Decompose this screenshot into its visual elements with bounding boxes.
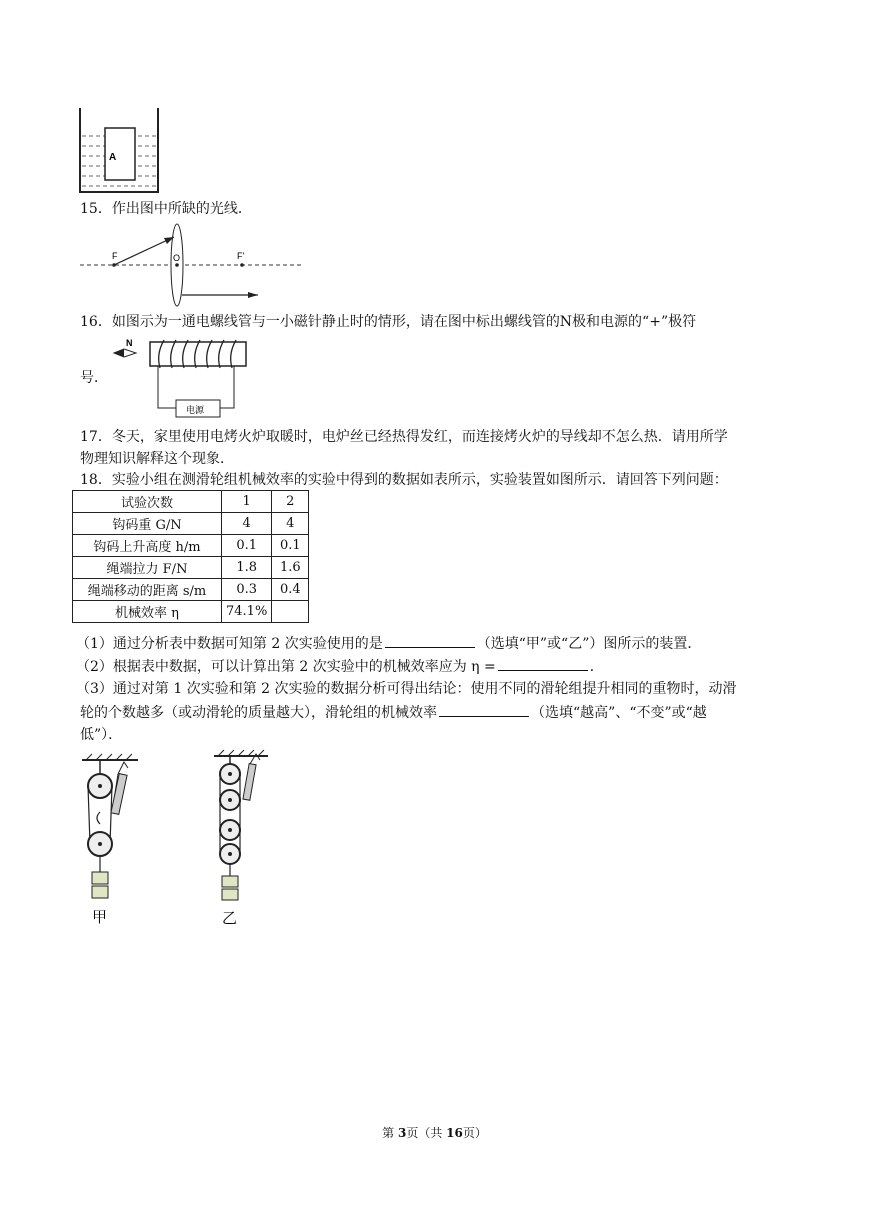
lens-figure [78, 222, 308, 308]
table-cell: 钩码重 G/N [73, 513, 222, 535]
q18-sub1-prefix: （1）通过分析表中数据可知第 2 次实验使用的是 [76, 636, 383, 652]
footer-page-number: 3 [397, 1126, 407, 1140]
footer-total-pages: 16 [446, 1126, 463, 1140]
table-header-cell: 试验次数 [73, 491, 222, 513]
footer-middle: 页（共 [406, 1126, 447, 1140]
fig-jia-label: 甲 [92, 908, 108, 926]
efficiency-table [72, 490, 309, 623]
table-row [73, 579, 309, 601]
focus-left-label: F [112, 251, 118, 261]
answer-blank-2[interactable] [498, 656, 588, 671]
q16-text-line1: 16．如图示为一通电螺线管与一小磁针静止时的情形，请在图中标出螺线管的N极和电源的“+”极符 [80, 314, 697, 330]
q18-sub3-line2 [80, 702, 707, 723]
pulley-figure-yi [210, 748, 282, 928]
q15-text: 15．作出图中所缺的光线． [80, 201, 252, 217]
table-cell: 4 [272, 513, 309, 535]
q18-sub1-suffix: （选填“甲”或“乙”）图所示的装置． [476, 636, 702, 652]
table-cell: 机械效率 η [73, 601, 222, 623]
table-cell: 1.8 [222, 557, 272, 579]
footer-suffix: 页） [462, 1126, 487, 1140]
table-row [73, 557, 309, 579]
answer-blank-1[interactable] [385, 633, 475, 648]
q18-sub3-line3: 低”）． [80, 727, 123, 743]
table-cell: 绳端拉力 F/N [73, 557, 222, 579]
focus-right-label: F' [237, 251, 245, 261]
table-cell: 0.1 [222, 535, 272, 557]
optical-center-label: O [173, 253, 181, 263]
q18-sub2-prefix: （2）根据表中数据，可以计算出第 2 次实验中的机械效率应为 η = [76, 659, 496, 675]
answer-blank-3[interactable] [439, 702, 529, 717]
table-cell: 1.6 [272, 557, 309, 579]
table-cell: 74.1% [222, 601, 272, 623]
solenoid-figure [112, 336, 252, 420]
pulley-figure-jia [78, 752, 150, 927]
power-source-label: 电源 [186, 406, 205, 416]
table-row [73, 601, 309, 623]
table-header-row [73, 491, 309, 513]
table-cell: 4 [222, 513, 272, 535]
footer-prefix: 第 [382, 1126, 398, 1140]
q18-intro: 18．实验小组在测滑轮组机械效率的实验中得到的数据如表所示，实验装置如图所示．请回答下列问题： [80, 472, 728, 488]
table-row [73, 535, 309, 557]
table-cell: 0.1 [272, 535, 309, 557]
q18-sub3-suffix: （选填“越高”、“不变”或“越 [531, 705, 707, 721]
q18-sub1 [76, 633, 701, 654]
q16-text-line2: 号． [80, 370, 108, 386]
table-header-cell: 2 [272, 491, 309, 513]
table-cell: 0.3 [222, 579, 272, 601]
beaker-figure [78, 106, 162, 194]
q17-text-line1: 17．冬天，家里使用电烤火炉取暖时，电炉丝已经热得发红，而连接烤火炉的导线却不怎么热．请用所学 [80, 429, 728, 445]
table-cell: 0.4 [272, 579, 309, 601]
table-cell: 绳端移动的距离 s/m [73, 579, 222, 601]
needle-n-label: N [126, 338, 133, 348]
block-label: A [109, 152, 117, 163]
table-cell [272, 601, 309, 623]
table-cell: 钩码上升高度 h/m [73, 535, 222, 557]
q17-text-line2: 物理知识解释这个现象． [80, 451, 234, 467]
table-row [73, 513, 309, 535]
table-header-cell: 1 [222, 491, 272, 513]
q18-sub3-prefix: 轮的个数越多（或动滑轮的质量越大），滑轮组的机械效率 [80, 705, 437, 721]
page-footer [0, 1124, 869, 1141]
fig-yi-label: 乙 [222, 909, 238, 927]
q18-sub2 [76, 656, 604, 677]
q18-sub3-line1: （3）通过对第 1 次实验和第 2 次实验的数据分析可得出结论：使用不同的滑轮组提升相同的重物时，动滑 [76, 681, 737, 697]
q18-sub2-suffix: ． [589, 659, 604, 675]
